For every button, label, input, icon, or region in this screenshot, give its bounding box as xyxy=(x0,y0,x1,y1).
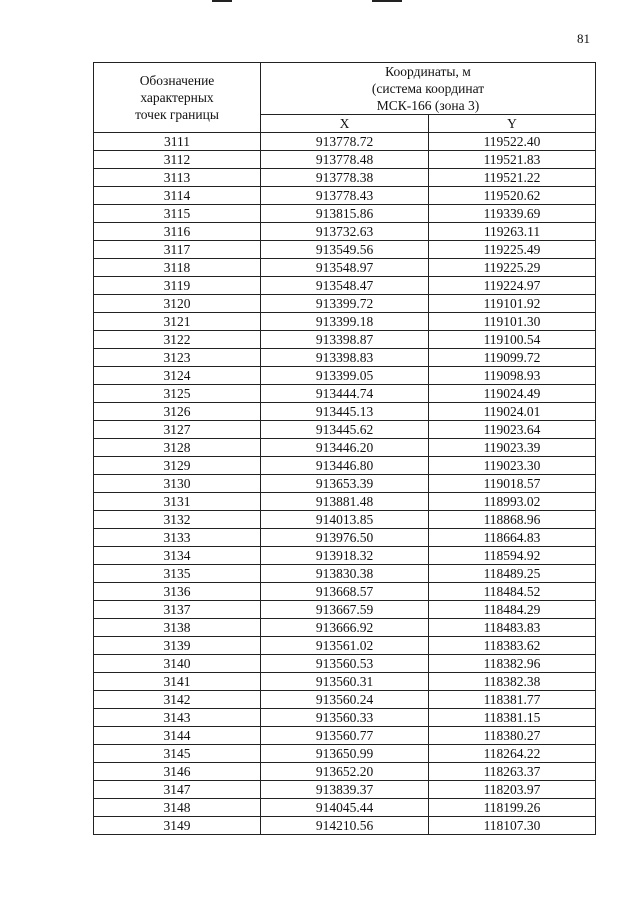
y-coordinate-cell: 119098.93 xyxy=(429,367,596,385)
y-coordinate-cell: 118382.38 xyxy=(429,673,596,691)
table-row xyxy=(94,313,596,331)
x-coordinate-cell: 913548.97 xyxy=(261,259,429,277)
x-coordinate-cell: 914045.44 xyxy=(261,799,429,817)
table-row xyxy=(94,529,596,547)
table-row xyxy=(94,799,596,817)
y-coordinate-cell: 119520.62 xyxy=(429,187,596,205)
table-row xyxy=(94,169,596,187)
x-column-header: X xyxy=(261,115,429,133)
table-row xyxy=(94,457,596,475)
x-coordinate-cell: 914210.56 xyxy=(261,817,429,835)
page-number: 81 xyxy=(577,31,590,46)
x-coordinate-cell: 913778.43 xyxy=(261,187,429,205)
point-id-cell: 3129 xyxy=(94,457,261,475)
y-coordinate-cell: 119521.83 xyxy=(429,151,596,169)
x-coordinate-cell: 913815.86 xyxy=(261,205,429,223)
x-coordinate-cell: 913549.56 xyxy=(261,241,429,259)
table-row xyxy=(94,187,596,205)
point-id-cell: 3137 xyxy=(94,601,261,619)
x-coordinate-cell: 913445.62 xyxy=(261,421,429,439)
y-coordinate-cell: 119225.49 xyxy=(429,241,596,259)
y-coordinate-cell: 118263.37 xyxy=(429,763,596,781)
y-coordinate-cell: 118380.27 xyxy=(429,727,596,745)
point-id-cell: 3134 xyxy=(94,547,261,565)
point-id-cell: 3115 xyxy=(94,205,261,223)
point-id-cell: 3132 xyxy=(94,511,261,529)
x-coordinate-cell: 913399.05 xyxy=(261,367,429,385)
point-id-cell: 3138 xyxy=(94,619,261,637)
y-coordinate-cell: 118383.62 xyxy=(429,637,596,655)
x-coordinate-cell: 913830.38 xyxy=(261,565,429,583)
y-coordinate-cell: 118381.15 xyxy=(429,709,596,727)
x-coordinate-cell: 913778.38 xyxy=(261,169,429,187)
table-row xyxy=(94,709,596,727)
x-coordinate-cell: 913732.63 xyxy=(261,223,429,241)
y-coordinate-cell: 119023.30 xyxy=(429,457,596,475)
table-row xyxy=(94,475,596,493)
point-id-cell: 3140 xyxy=(94,655,261,673)
x-coordinate-cell: 913653.39 xyxy=(261,475,429,493)
table-row xyxy=(94,691,596,709)
top-rule-right xyxy=(372,0,402,2)
table-row xyxy=(94,547,596,565)
coordinates-table xyxy=(93,62,596,835)
point-id-cell: 3131 xyxy=(94,493,261,511)
point-id-cell: 3144 xyxy=(94,727,261,745)
x-coordinate-cell: 913560.24 xyxy=(261,691,429,709)
table-row xyxy=(94,421,596,439)
point-id-cell: 3113 xyxy=(94,169,261,187)
point-id-cell: 3111 xyxy=(94,133,261,151)
point-id-cell: 3123 xyxy=(94,349,261,367)
table-header xyxy=(94,63,596,133)
y-coordinate-cell: 119339.69 xyxy=(429,205,596,223)
y-coordinate-cell: 118264.22 xyxy=(429,745,596,763)
table-row xyxy=(94,655,596,673)
point-id-cell: 3124 xyxy=(94,367,261,385)
y-coordinate-cell: 118199.26 xyxy=(429,799,596,817)
point-id-cell: 3139 xyxy=(94,637,261,655)
x-coordinate-cell: 913666.92 xyxy=(261,619,429,637)
y-coordinate-cell: 118382.96 xyxy=(429,655,596,673)
y-coordinate-cell: 119101.30 xyxy=(429,313,596,331)
point-id-cell: 3116 xyxy=(94,223,261,241)
y-coordinate-cell: 118868.96 xyxy=(429,511,596,529)
x-coordinate-cell: 913560.31 xyxy=(261,673,429,691)
x-coordinate-cell: 913778.72 xyxy=(261,133,429,151)
x-coordinate-cell: 913668.57 xyxy=(261,583,429,601)
point-id-cell: 3149 xyxy=(94,817,261,835)
y-coordinate-cell: 118664.83 xyxy=(429,529,596,547)
point-id-cell: 3127 xyxy=(94,421,261,439)
point-id-cell: 3142 xyxy=(94,691,261,709)
x-coordinate-cell: 913778.48 xyxy=(261,151,429,169)
x-coordinate-cell: 913560.33 xyxy=(261,709,429,727)
point-id-cell: 3122 xyxy=(94,331,261,349)
table-row xyxy=(94,241,596,259)
table-row xyxy=(94,259,596,277)
x-coordinate-cell: 913918.32 xyxy=(261,547,429,565)
y-coordinate-cell: 118203.97 xyxy=(429,781,596,799)
y-coordinate-cell: 119024.01 xyxy=(429,403,596,421)
x-coordinate-cell: 913548.47 xyxy=(261,277,429,295)
point-id-cell: 3125 xyxy=(94,385,261,403)
table-row xyxy=(94,601,596,619)
point-id-cell: 3148 xyxy=(94,799,261,817)
table-row xyxy=(94,511,596,529)
point-id-cell: 3146 xyxy=(94,763,261,781)
point-id-cell: 3130 xyxy=(94,475,261,493)
x-coordinate-cell: 913560.53 xyxy=(261,655,429,673)
table-row xyxy=(94,331,596,349)
table-row xyxy=(94,781,596,799)
table-row xyxy=(94,295,596,313)
y-coordinate-cell: 119263.11 xyxy=(429,223,596,241)
y-coordinate-cell: 118594.92 xyxy=(429,547,596,565)
point-id-cell: 3126 xyxy=(94,403,261,421)
x-coordinate-cell: 913446.20 xyxy=(261,439,429,457)
x-coordinate-cell: 913560.77 xyxy=(261,727,429,745)
table-row xyxy=(94,385,596,403)
table-row xyxy=(94,493,596,511)
point-id-cell: 3112 xyxy=(94,151,261,169)
point-label-header: Обозначение характерных точек границы xyxy=(94,63,261,133)
x-coordinate-cell: 913445.13 xyxy=(261,403,429,421)
point-id-cell: 3141 xyxy=(94,673,261,691)
y-coordinate-cell: 119100.54 xyxy=(429,331,596,349)
x-coordinate-cell: 913881.48 xyxy=(261,493,429,511)
table-row xyxy=(94,583,596,601)
point-id-cell: 3114 xyxy=(94,187,261,205)
x-coordinate-cell: 913399.18 xyxy=(261,313,429,331)
point-id-cell: 3143 xyxy=(94,709,261,727)
table-row xyxy=(94,763,596,781)
y-coordinate-cell: 118381.77 xyxy=(429,691,596,709)
point-id-cell: 3135 xyxy=(94,565,261,583)
point-id-cell: 3120 xyxy=(94,295,261,313)
table-row xyxy=(94,817,596,835)
coordinates-header: Координаты, м (система координат МСК-166 (зона 3) xyxy=(261,63,596,115)
point-id-cell: 3145 xyxy=(94,745,261,763)
x-coordinate-cell: 913976.50 xyxy=(261,529,429,547)
y-coordinate-cell: 119521.22 xyxy=(429,169,596,187)
table-row xyxy=(94,727,596,745)
y-coordinate-cell: 118489.25 xyxy=(429,565,596,583)
x-coordinate-cell: 913399.72 xyxy=(261,295,429,313)
y-coordinate-cell: 118483.83 xyxy=(429,619,596,637)
x-coordinate-cell: 913398.87 xyxy=(261,331,429,349)
table-row xyxy=(94,673,596,691)
table-row xyxy=(94,565,596,583)
x-coordinate-cell: 913446.80 xyxy=(261,457,429,475)
y-coordinate-cell: 119018.57 xyxy=(429,475,596,493)
table-row xyxy=(94,619,596,637)
table-row xyxy=(94,223,596,241)
y-coordinate-cell: 118107.30 xyxy=(429,817,596,835)
point-id-cell: 3133 xyxy=(94,529,261,547)
y-coordinate-cell: 119225.29 xyxy=(429,259,596,277)
y-coordinate-cell: 118484.29 xyxy=(429,601,596,619)
point-id-cell: 3121 xyxy=(94,313,261,331)
table-body xyxy=(94,133,596,835)
x-coordinate-cell: 913839.37 xyxy=(261,781,429,799)
y-coordinate-cell: 119024.49 xyxy=(429,385,596,403)
y-coordinate-cell: 119224.97 xyxy=(429,277,596,295)
y-coordinate-cell: 119099.72 xyxy=(429,349,596,367)
y-coordinate-cell: 119023.39 xyxy=(429,439,596,457)
table-row xyxy=(94,133,596,151)
y-column-header: Y xyxy=(429,115,596,133)
x-coordinate-cell: 914013.85 xyxy=(261,511,429,529)
y-coordinate-cell: 118484.52 xyxy=(429,583,596,601)
x-coordinate-cell: 913561.02 xyxy=(261,637,429,655)
table-row xyxy=(94,151,596,169)
table-row xyxy=(94,277,596,295)
point-id-cell: 3119 xyxy=(94,277,261,295)
table-row xyxy=(94,367,596,385)
table-row xyxy=(94,745,596,763)
point-id-cell: 3117 xyxy=(94,241,261,259)
x-coordinate-cell: 913398.83 xyxy=(261,349,429,367)
table-row xyxy=(94,637,596,655)
x-coordinate-cell: 913667.59 xyxy=(261,601,429,619)
x-coordinate-cell: 913444.74 xyxy=(261,385,429,403)
y-coordinate-cell: 119023.64 xyxy=(429,421,596,439)
y-coordinate-cell: 119101.92 xyxy=(429,295,596,313)
y-coordinate-cell: 118993.02 xyxy=(429,493,596,511)
point-id-cell: 3118 xyxy=(94,259,261,277)
point-id-cell: 3128 xyxy=(94,439,261,457)
y-coordinate-cell: 119522.40 xyxy=(429,133,596,151)
x-coordinate-cell: 913652.20 xyxy=(261,763,429,781)
table-row xyxy=(94,403,596,421)
table-row xyxy=(94,439,596,457)
top-rule-left xyxy=(212,0,232,2)
x-coordinate-cell: 913650.99 xyxy=(261,745,429,763)
point-id-cell: 3136 xyxy=(94,583,261,601)
table-row xyxy=(94,205,596,223)
point-id-cell: 3147 xyxy=(94,781,261,799)
table-row xyxy=(94,349,596,367)
